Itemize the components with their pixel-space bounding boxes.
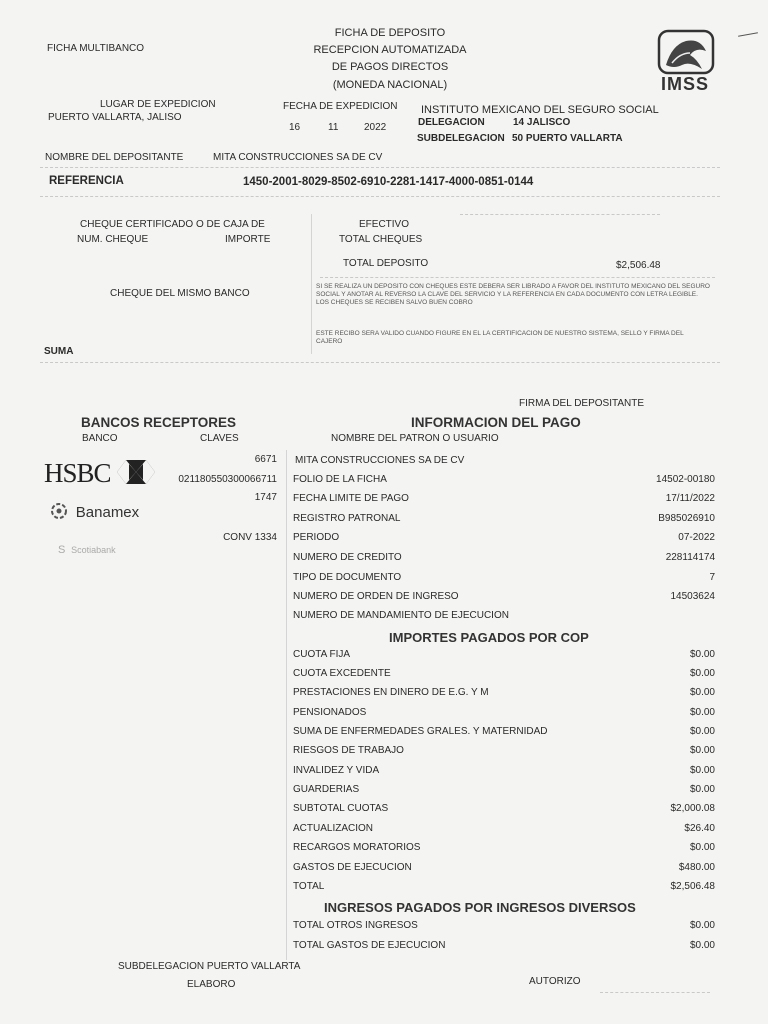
- total-cheques-label: TOTAL CHEQUES: [339, 234, 423, 245]
- importe-label: CUOTA FIJA: [293, 649, 351, 660]
- ingreso-label: TOTAL GASTOS DE EJECUCION: [293, 940, 446, 951]
- info-label: NUMERO DE CREDITO: [293, 552, 402, 563]
- total-deposito-label: TOTAL DEPOSITO: [343, 258, 429, 269]
- scotia-clave: CONV 1334: [223, 532, 277, 543]
- importe-label: IMPORTE: [225, 234, 271, 245]
- footer-elaboro: ELABORO: [187, 979, 236, 990]
- fecha-day: 16: [289, 122, 301, 133]
- importe-value: $26.40: [684, 823, 715, 834]
- ingreso-value: $0.00: [689, 920, 715, 931]
- scotiabank-name: Scotiabank: [71, 545, 116, 555]
- delegacion-value: 14 JALISCO: [513, 117, 571, 128]
- title-recepcion: RECEPCION AUTOMATIZADA: [313, 44, 467, 56]
- info-value: 07-2022: [678, 532, 715, 543]
- importe-value: $0.00: [689, 707, 715, 718]
- info-row: [293, 532, 715, 548]
- divider: [40, 167, 720, 168]
- importe-row: [293, 726, 715, 742]
- importe-value: $0.00: [689, 745, 715, 756]
- ingreso-row: [293, 920, 715, 936]
- hsbc-logo: [44, 458, 155, 489]
- info-row: [293, 513, 715, 529]
- bancos-receptores-title: BANCOS RECEPTORES: [81, 415, 237, 430]
- info-value: 14503624: [670, 591, 715, 602]
- info-row: [293, 572, 715, 588]
- importe-value: $0.00: [689, 842, 715, 853]
- ingresos-title: INGRESOS PAGADOS POR INGRESOS DIVERSOS: [324, 900, 636, 915]
- importe-label: PENSIONADOS: [293, 707, 367, 718]
- info-row: [293, 552, 715, 568]
- title-ficha-deposito: FICHA DE DEPOSITO: [334, 27, 446, 39]
- referencia-label: REFERENCIA: [49, 175, 124, 187]
- info-value: B985026910: [658, 513, 715, 524]
- corner-mark: [738, 32, 758, 36]
- subdelegacion-label: SUBDELEGACION: [417, 133, 505, 144]
- importes-title: IMPORTES PAGADOS POR COP: [389, 630, 589, 645]
- hsbc-clave-2: 021180550300066711: [178, 474, 277, 485]
- info-label: FECHA LIMITE DE PAGO: [293, 493, 409, 504]
- info-value: 17/11/2022: [665, 493, 715, 504]
- ingreso-label: TOTAL OTROS INGRESOS: [293, 920, 418, 931]
- banamex-logo: [48, 501, 139, 521]
- importe-label: RECARGOS MORATORIOS: [293, 842, 421, 853]
- importe-label: SUBTOTAL CUOTAS: [293, 803, 389, 814]
- info-value: 7: [709, 572, 715, 583]
- importe-value: $0.00: [689, 784, 715, 795]
- importe-label: GASTOS DE EJECUCION: [293, 862, 412, 873]
- info-row: [293, 610, 715, 626]
- info-row: [293, 493, 715, 509]
- info-label: TIPO DE DOCUMENTO: [293, 572, 402, 583]
- importe-row: [293, 803, 715, 819]
- hsbc-name: HSBC: [44, 458, 111, 488]
- lugar-expedicion-value: PUERTO VALLARTA, JALISO: [48, 112, 182, 123]
- ingreso-row: [293, 940, 715, 956]
- info-label: FOLIO DE LA FICHA: [293, 474, 387, 485]
- banamex-clave: 1747: [254, 492, 277, 503]
- importe-row: [293, 745, 715, 761]
- footer-autorizo: AUTORIZO: [529, 976, 581, 987]
- divider: [286, 450, 287, 960]
- info-label: REGISTRO PATRONAL: [293, 513, 401, 524]
- importe-row: [293, 862, 715, 878]
- importe-value: $480.00: [678, 862, 715, 873]
- importe-row: [293, 881, 715, 897]
- depositante-value: MITA CONSTRUCCIONES SA DE CV: [213, 152, 383, 163]
- importe-value: $0.00: [689, 765, 715, 776]
- importe-label: PRESTACIONES EN DINERO DE E.G. Y M: [293, 687, 489, 698]
- title-moneda: (MONEDA NACIONAL): [332, 79, 448, 91]
- divider: [600, 992, 710, 993]
- importe-row: [293, 707, 715, 723]
- imss-logo: [652, 29, 718, 95]
- importe-label: SUMA DE ENFERMEDADES GRALES. Y MATERNIDAD: [293, 726, 548, 737]
- num-cheque-label: NUM. CHEQUE: [77, 234, 149, 245]
- total-deposito-value: $2,506.48: [616, 260, 661, 271]
- patron-label: NOMBRE DEL PATRON O USUARIO: [331, 433, 499, 444]
- importe-row: [293, 687, 715, 703]
- divider: [40, 362, 720, 363]
- banamex-name: Banamex: [75, 504, 140, 521]
- divider: [40, 196, 720, 197]
- fecha-year: 2022: [364, 122, 387, 133]
- importe-row: [293, 823, 715, 839]
- importe-row: [293, 765, 715, 781]
- deposit-note-cheques: SI SE REALIZA UN DEPOSITO CON CHEQUES ESTE DEBERA SER LIBRADO A FAVOR DEL INSTITUTO MEXICANO DEL SEGURO SOCIAL Y ANOTAR AL REVERSO LA CLAVE DEL SERVICIO Y LA REFERENCIA EN CADA DOCUMENTO CON LETRA LEGIBLE. LOS CHEQUES SE RECIBEN SALVO BUEN COBRO: [316, 283, 710, 306]
- importe-row: [293, 668, 715, 684]
- scotiabank-s-icon: S: [58, 544, 66, 556]
- info-value: 14502-00180: [656, 474, 715, 485]
- importe-value: $0.00: [689, 649, 715, 660]
- importe-label: INVALIDEZ Y VIDA: [293, 765, 380, 776]
- divider: [320, 277, 715, 278]
- info-label: NUMERO DE MANDAMIENTO DE EJECUCION: [293, 610, 509, 621]
- fecha-month: 11: [328, 122, 339, 133]
- lugar-expedicion-label: LUGAR DE EXPEDICION: [100, 99, 216, 110]
- cheque-certificado-label: CHEQUE CERTIFICADO O DE CAJA DE: [80, 219, 265, 230]
- divider: [311, 214, 312, 354]
- depositante-label: NOMBRE DEL DEPOSITANTE: [45, 152, 184, 163]
- cheque-mismo-banco-label: CHEQUE DEL MISMO BANCO: [110, 288, 250, 299]
- instituto-name: INSTITUTO MEXICANO DEL SEGURO SOCIAL: [421, 104, 659, 116]
- importe-row: [293, 649, 715, 665]
- importe-label: TOTAL: [293, 881, 325, 892]
- firma-depositante-label: FIRMA DEL DEPOSITANTE: [519, 398, 645, 409]
- footer-subdelegacion: SUBDELEGACION PUERTO VALLARTA: [118, 961, 301, 972]
- fecha-expedicion-label: FECHA DE EXPEDICION: [283, 101, 398, 112]
- imss-logo-text: IMSS: [660, 74, 709, 94]
- info-label: PERIODO: [293, 532, 340, 543]
- importe-label: ACTUALIZACION: [293, 823, 374, 834]
- importe-value: $0.00: [689, 726, 715, 737]
- title-pagos-directos: DE PAGOS DIRECTOS: [331, 61, 449, 73]
- info-row: [293, 474, 715, 490]
- info-value: 228114174: [665, 552, 715, 563]
- informacion-pago-title: INFORMACION DEL PAGO: [411, 415, 581, 430]
- importe-label: GUARDERIAS: [293, 784, 360, 795]
- deposit-note-validez: ESTE RECIBO SERA VALIDO CUANDO FIGURE EN EL LA CERTIFICACION DE NUESTRO SISTEMA, SELLO Y FIRMA DEL CAJERO: [316, 330, 684, 345]
- importe-value: $2,000.08: [670, 803, 715, 814]
- referencia-value: 1450-2001-8029-8502-6910-2281-1417-4000-0851-0144: [243, 176, 534, 188]
- banco-column-header: BANCO: [82, 433, 118, 444]
- ficha-multibanco-label: FICHA MULTIBANCO: [47, 43, 145, 54]
- efectivo-label: EFECTIVO: [359, 219, 410, 230]
- delegacion-label: DELEGACION: [418, 117, 485, 128]
- patron-value: MITA CONSTRUCCIONES SA DE CV: [295, 455, 465, 466]
- importe-label: CUOTA EXCEDENTE: [293, 668, 391, 679]
- importe-value: $0.00: [689, 668, 715, 679]
- ingreso-value: $0.00: [689, 940, 715, 951]
- importe-value: $2,506.48: [670, 881, 715, 892]
- importe-row: [293, 842, 715, 858]
- info-label: NUMERO DE ORDEN DE INGRESO: [293, 591, 459, 602]
- importe-row: [293, 784, 715, 800]
- info-row: [293, 591, 715, 607]
- suma-label: SUMA: [44, 346, 74, 357]
- claves-column-header: CLAVES: [200, 433, 239, 444]
- importe-value: $0.00: [689, 687, 715, 698]
- importe-label: RIESGOS DE TRABAJO: [293, 745, 404, 756]
- divider: [460, 214, 660, 215]
- hsbc-clave-1: 6671: [254, 454, 277, 465]
- banamex-emblem-icon: [48, 501, 70, 521]
- subdelegacion-value: 50 PUERTO VALLARTA: [512, 133, 623, 144]
- scotiabank-logo: [58, 544, 116, 556]
